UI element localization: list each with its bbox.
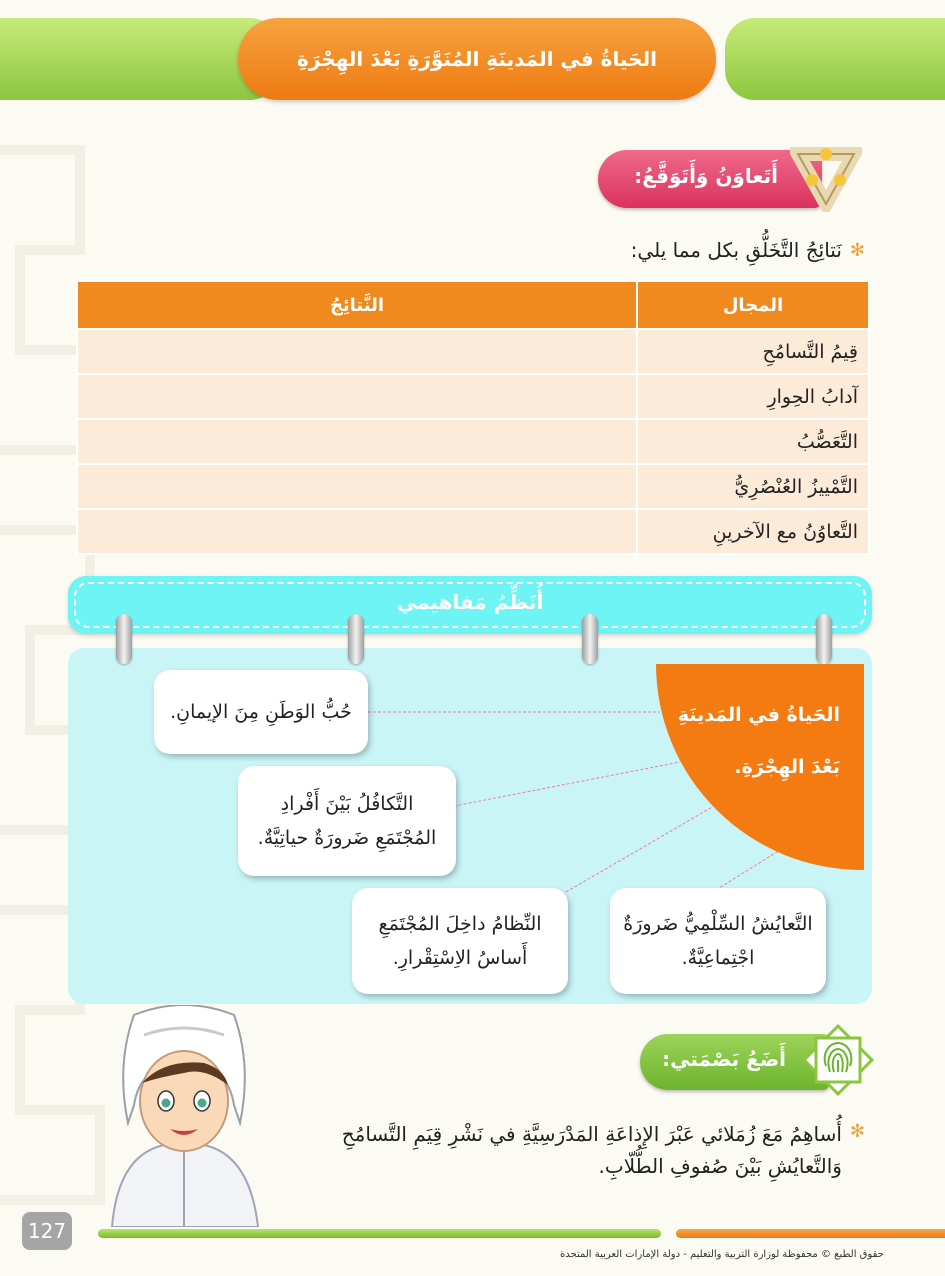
table-cell-domain: التَّعَصُّبُ <box>637 419 869 464</box>
copyright-notice: حقوق الطبع © محفوظة لوزارة التربية والتعليم - دولة الإمارات العربية المتحدة <box>560 1249 884 1260</box>
table-cell-domain: التَّمْييزُ العُنْصُرِيُّ <box>637 464 869 509</box>
footer-orange-bar <box>676 1229 945 1238</box>
table-cell-domain: آدابُ الحِوارِ <box>637 374 869 419</box>
table-cell-domain: التَّعاوُنُ مع الآخرينِ <box>637 509 869 554</box>
concept-map-title: أُنَظِّمُ مَفاهيمي <box>396 590 544 614</box>
concept-card-patriotism <box>154 670 368 754</box>
fingerprint-icon <box>800 1020 876 1100</box>
concept-card-coexistence <box>610 888 826 994</box>
footer-green-bar <box>98 1229 661 1238</box>
card-text-line: اجْتِماعِيَّةٌ. <box>681 947 755 969</box>
card-text: حُبُّ الوَطَنِ مِنَ الإيمانِ. <box>170 700 352 723</box>
card-text-line: أَساسُ الاِسْتِقْرارِ. <box>392 947 528 969</box>
card-text-line: التَّكافُلُ بَيْنَ أَفْرادِ <box>280 792 414 815</box>
boy-illustration <box>104 1005 264 1227</box>
table-header-domain: المجال <box>637 281 869 329</box>
concept-card-order <box>352 888 568 994</box>
card-text-line: النِّظامُ داخِلَ المُجْتَمَعِ <box>378 912 542 935</box>
center-line-1: الحَياةُ في المَدينَةِ <box>677 704 840 726</box>
table-header-results: النَّتائِجُ <box>77 281 637 329</box>
bottom-activity <box>305 1118 865 1182</box>
star-bullet-icon: ✻ <box>849 239 865 261</box>
concept-card-solidarity <box>238 766 456 876</box>
star-bullet-icon: ✻ <box>849 1121 865 1142</box>
fingerprint-title: أَضَعُ بَصْمَتي: <box>662 1047 786 1071</box>
page-title: الحَياةُ في المَدينَةِ المُنَوَّرَةِ بَعْدَ الهِجْرَةِ <box>297 47 657 71</box>
center-line-2: بَعْدَ الهِجْرَةِ. <box>734 756 840 778</box>
table-cell-domain: قِيمُ التَّسامُحِ <box>637 329 869 374</box>
bottom-activity-text: أُساهِمُ مَعَ زُمَلائي عَبْرَ الإِذاعَةِ المَدْرَسِيَّةِ في نَشْرِ قِيَمِ التَّسامُحِ وَالتَّعايُشِ بَيْنَ صُفوفِ الطُّلّابِ. <box>341 1122 842 1178</box>
cooperate-title: أَتَعاوَنُ وَأَتَوَقَّعُ: <box>634 164 778 188</box>
page-number: 127 <box>22 1212 72 1250</box>
instruction-text: نَتائِجُ التَّخَلُّقِ بكل مما يلي: <box>630 238 842 262</box>
card-text-line: التَّعايُشُ السِّلْمِيُّ ضَرورَةٌ <box>623 912 813 935</box>
card-text-line: المُجْتَمَعِ ضَرورَةٌ حياتِيَّةٌ. <box>257 827 437 849</box>
